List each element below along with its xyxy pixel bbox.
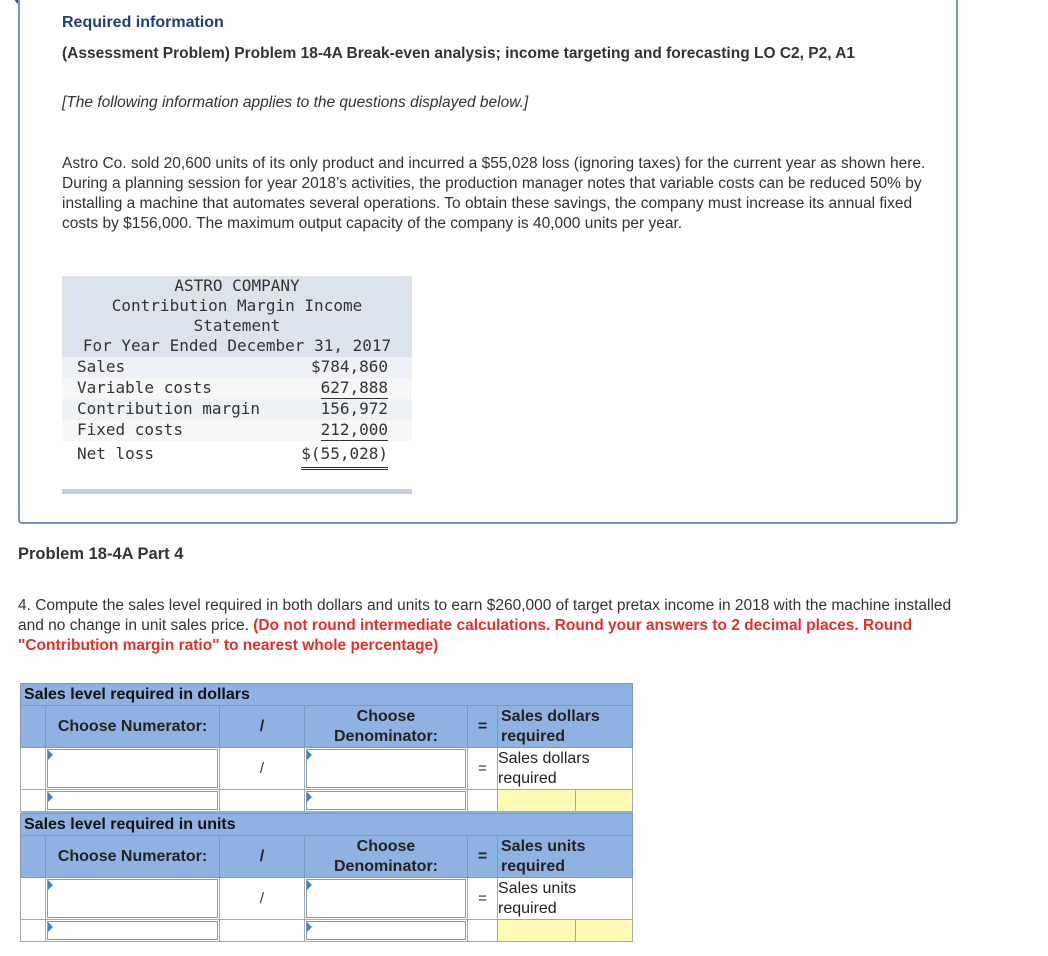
numerator-header: Choose Numerator:	[46, 836, 220, 878]
denominator-field[interactable]	[306, 749, 466, 788]
applies-note: [The following information applies to the questions displayed below.]	[62, 94, 529, 111]
row-label: Variable costs	[77, 378, 212, 397]
question-body: 4. Compute the sales level required in both dollars and units to earn $260,000 of target pretax income in 2018 with the machine installed and no change in unit sales price.	[18, 597, 952, 634]
divide-symbol: /	[220, 878, 305, 920]
result-label: Sales units required	[498, 878, 633, 920]
statement-title-1: Contribution Margin Income	[111, 296, 363, 315]
row-label: Sales	[77, 357, 126, 376]
section-label: Sales level required in dollars	[21, 684, 633, 706]
statement-header	[62, 276, 412, 357]
row-marker	[21, 920, 46, 942]
denominator-input[interactable]	[305, 748, 468, 790]
denominator-select[interactable]	[306, 921, 466, 940]
sales-dollars-answer-extra[interactable]	[576, 790, 633, 812]
statement-row-variable-costs	[62, 378, 412, 399]
row-value: 627,888	[320, 378, 388, 397]
statement-row-net-loss	[62, 441, 412, 467]
row-value: $784,860	[310, 357, 388, 376]
empty-cell	[220, 920, 305, 942]
row-value: $(55,028)	[301, 441, 388, 470]
row-label: Net loss	[77, 444, 155, 463]
question-text	[18, 596, 968, 656]
numerator-select[interactable]	[47, 791, 218, 810]
result-header: Sales units required	[498, 836, 633, 878]
numerator-select[interactable]	[47, 921, 218, 940]
numerator-header: Choose Numerator:	[46, 706, 220, 748]
sales-units-answer-extra[interactable]	[576, 920, 633, 942]
statement-title-2: Statement	[193, 316, 281, 335]
numerator-input[interactable]	[46, 748, 220, 790]
statement-row-fixed-costs	[62, 420, 412, 441]
equals-header: =	[468, 836, 498, 878]
divide-header: /	[220, 706, 305, 748]
numerator-field[interactable]	[47, 749, 218, 788]
empty-cell	[220, 790, 305, 812]
empty-cell	[468, 790, 498, 812]
denominator-input[interactable]	[305, 878, 468, 920]
equals-symbol: =	[468, 878, 498, 920]
row-marker	[21, 836, 46, 878]
income-statement	[62, 276, 412, 494]
row-label: Fixed costs	[77, 420, 183, 439]
question-instruction: (Do not round intermediate calculations. Round your answers to 2 decimal places. Round "Contribution margin ratio" to nearest whole percentage)	[18, 617, 913, 654]
row-marker	[21, 790, 46, 812]
row-marker	[21, 748, 46, 790]
empty-cell	[468, 920, 498, 942]
assessment-title: (Assessment Problem) Problem 18-4A Break-even analysis; income targeting and forecasting LO C2, P2, A1	[62, 45, 856, 62]
row-marker	[21, 878, 46, 920]
section-label: Sales level required in units	[21, 814, 633, 836]
row-marker	[21, 706, 46, 748]
problem-intro: Astro Co. sold 20,600 units of its only product and incurred a $55,028 loss (ignoring taxes) for the current year as shown here. During a planning session for year 2018’s activities, the production manager notes that variable costs can be reduced 50% by installing a machine that automates several operations. To obtain these savings, the company must increase its annual fixed costs by $156,000. The maximum output capacity of the company is 40,000 units per year.	[62, 155, 926, 232]
sales-units-answer[interactable]	[498, 920, 576, 942]
equals-symbol: =	[468, 748, 498, 790]
part-title: Problem 18-4A Part 4	[18, 545, 184, 563]
statement-footer-bar	[62, 467, 412, 494]
denominator-dropdown[interactable]	[305, 920, 468, 942]
denominator-select[interactable]	[306, 791, 466, 810]
denominator-header: Choose Denominator:	[305, 836, 468, 878]
denominator-header: Choose Denominator:	[305, 706, 468, 748]
divide-header: /	[220, 836, 305, 878]
result-header: Sales dollars required	[498, 706, 633, 748]
numerator-dropdown[interactable]	[46, 790, 220, 812]
row-label: Contribution margin	[77, 399, 261, 418]
result-label: Sales dollars required	[498, 748, 633, 790]
statement-period: For Year Ended December 31, 2017	[82, 336, 392, 355]
divide-symbol: /	[220, 748, 305, 790]
statement-row-contribution-margin	[62, 399, 412, 420]
sales-units-table	[20, 813, 633, 942]
required-information-title: Required information	[62, 14, 224, 31]
row-value: 212,000	[320, 420, 388, 439]
statement-row-sales	[62, 357, 412, 378]
sales-dollars-table	[20, 683, 633, 814]
denominator-dropdown[interactable]	[305, 790, 468, 812]
denominator-field[interactable]	[306, 879, 466, 918]
row-value: 156,972	[320, 399, 388, 418]
numerator-field[interactable]	[47, 879, 218, 918]
equals-header: =	[468, 706, 498, 748]
sales-dollars-answer[interactable]	[498, 790, 576, 812]
numerator-dropdown[interactable]	[46, 920, 220, 942]
statement-company: ASTRO COMPANY	[174, 276, 300, 295]
numerator-input[interactable]	[46, 878, 220, 920]
